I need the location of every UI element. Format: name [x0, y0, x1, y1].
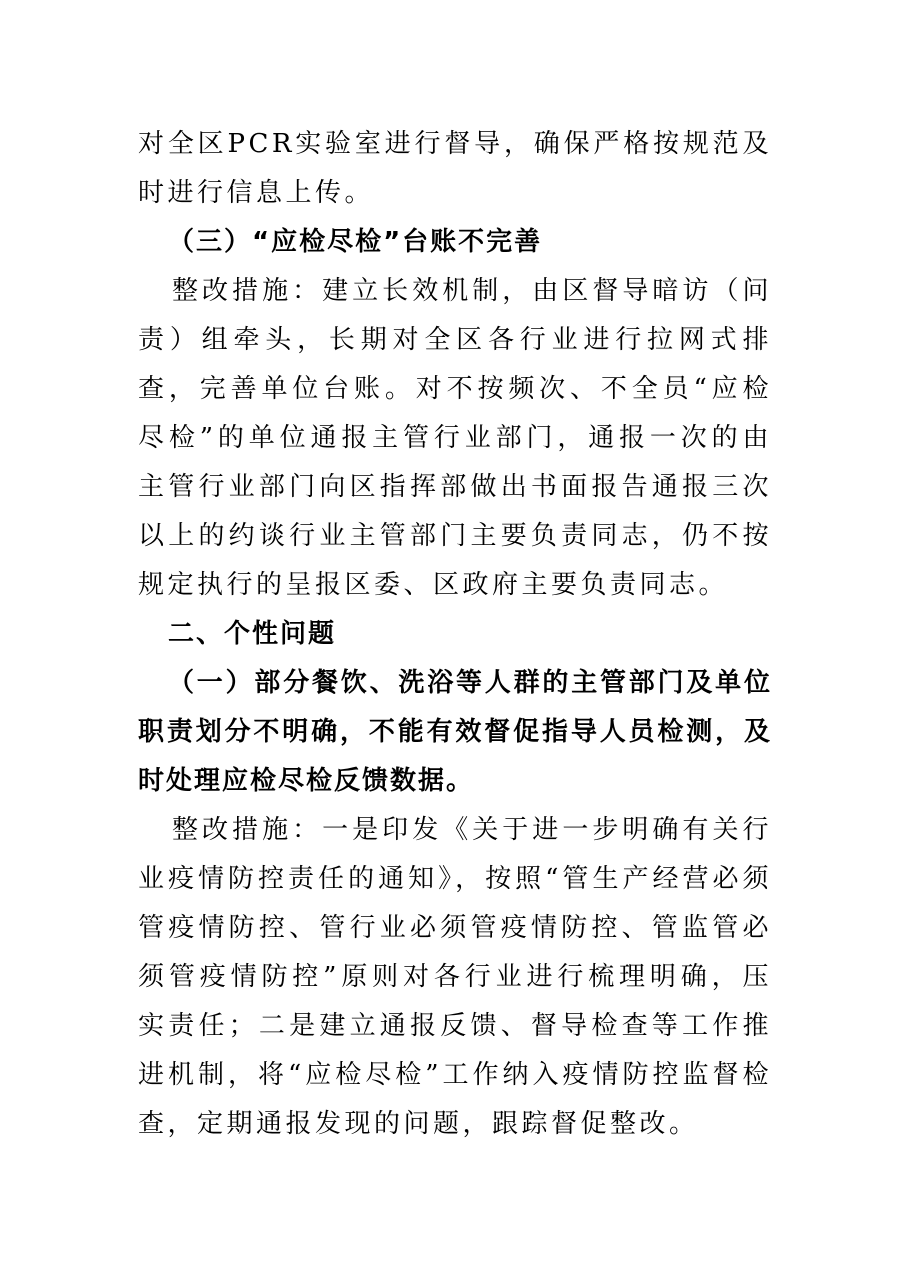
heading-subsection-one: （一）部分餐饮、洗浴等人群的主管部门及单位职责划分不明确，不能有效督促指导人员检测，及时处理应检尽检反馈数据。	[138, 668, 772, 796]
heading-individual-issues: 二、个性问题	[168, 619, 337, 649]
heading-section-three: （三）“应检尽检”台账不完善	[168, 227, 543, 257]
document-page	[138, 120, 772, 1149]
paragraph-continuation: 对全区PCR实验室进行督导，确保严格按规范及时进行信息上传。	[138, 129, 772, 208]
paragraph-rectification-ledger: 整改措施：建立长效机制，由区督导暗访（问责）组牵头，长期对全区各行业进行拉网式排查，完善单位台账。对不按频次、不全员“应检尽检”的单位通报主管行业部门，通报一次的由主管行业部门向区指挥部做出书面报告通报三次以上的约谈行业主管部门主要负责同志，仍不按规定执行的呈报区委、区政府主要负责同志。	[138, 276, 772, 600]
paragraph-rectification-responsibility: 整改措施：一是印发《关于进一步明确有关行业疫情防控责任的通知》，按照“管生产经营必须管疫情防控、管行业必须管疫情防控、管监管必须管疫情防控”原则对各行业进行梳理明确，压实责任；二是建立通报反馈、督导检查等工作推进机制，将“应检尽检”工作纳入疫情防控监督检查，定期通报发现的问题，跟踪督促整改。	[138, 815, 772, 1139]
